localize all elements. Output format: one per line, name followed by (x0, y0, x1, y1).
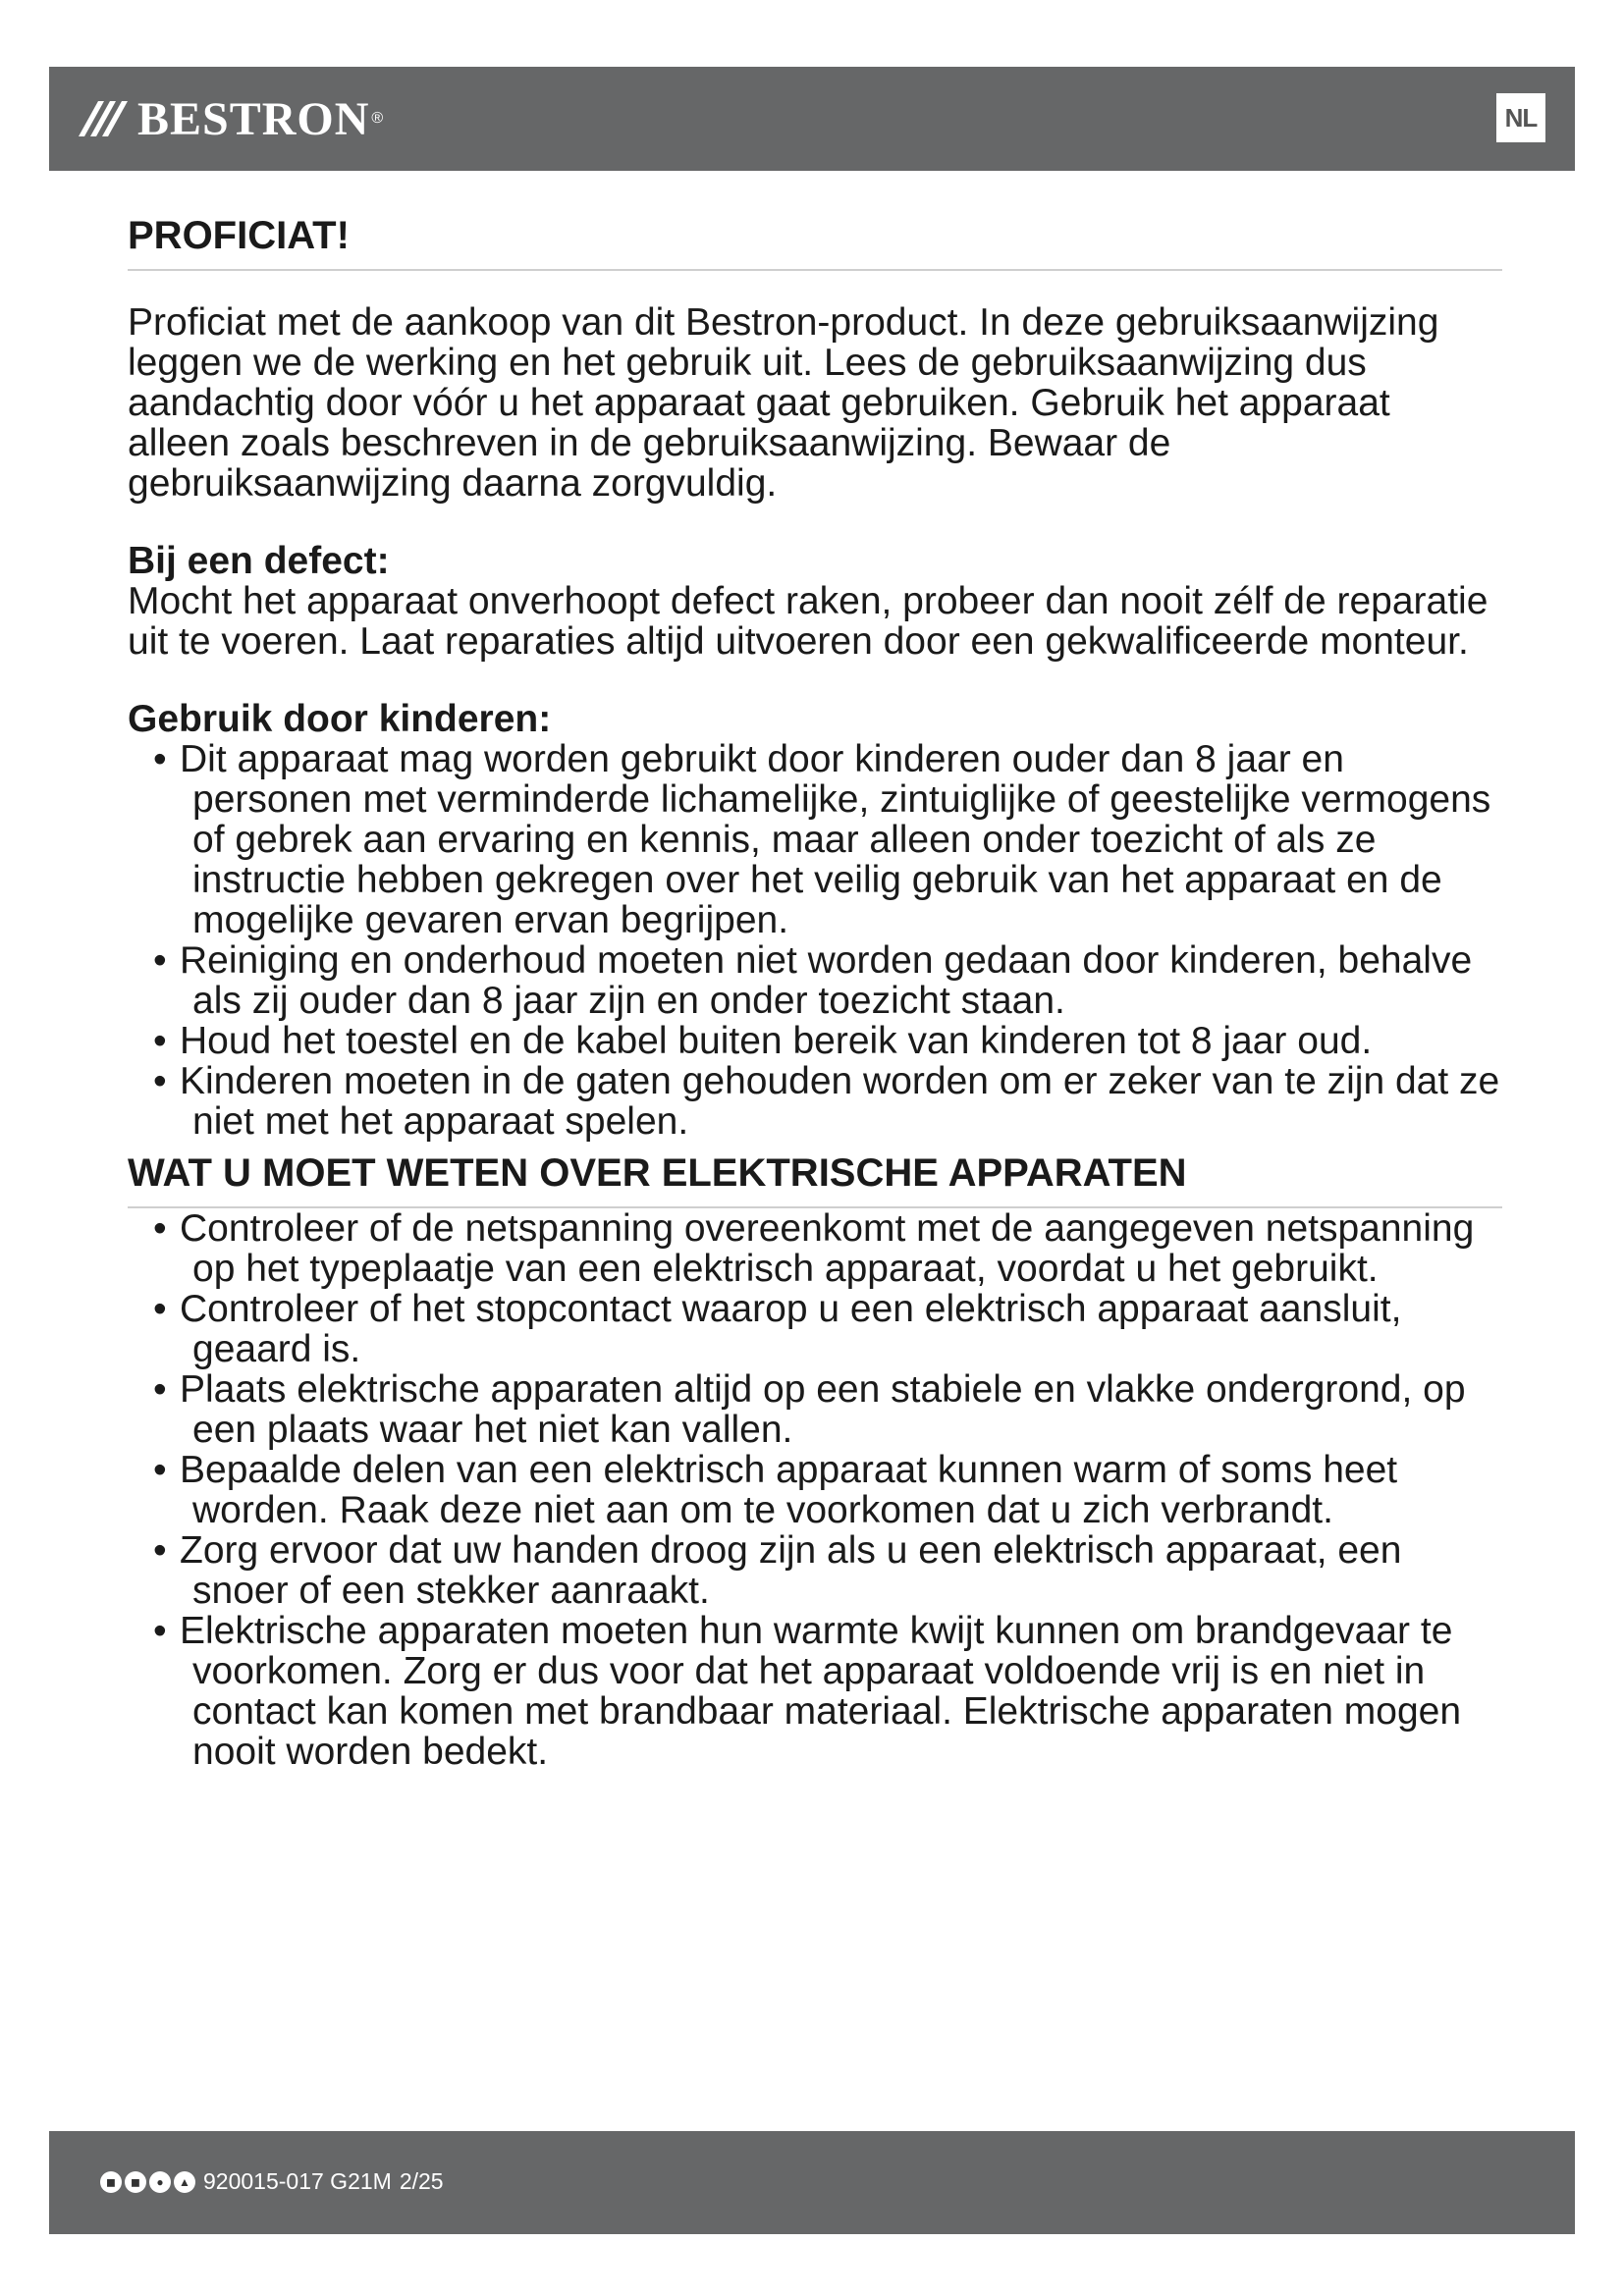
defect-paragraph: Mocht het apparaat onverhoopt defect raken, probeer dan nooit zélf de reparatie uit te voeren. Laat reparaties altijd uitvoeren door een gekwalificeerde monteur. (128, 580, 1489, 663)
registered-mark: ® (371, 110, 384, 127)
list-item: • Elektrische apparaten moeten hun warmte kwijt kunnen om brandgevaar te voorkomen. Zorg er dus voor dat het apparaat voldoende vrij is en niet in contact kan komen met brandbaar materiaal. Elektrische apparaten mogen nooit worden bedekt. (153, 1610, 1462, 1773)
list-item: • Dit apparaat mag worden gebruikt door kinderen ouder dan 8 jaar en personen met verminderde lichamelijke, zintuiglijke of geestelijke vermogens of gebrek aan ervaring en kennis, maar alleen onder toezicht of als ze instructie hebben gekregen over het veilig gebruik van het apparaat en de mogelijke gevaren ervan begrijpen. (153, 738, 1491, 941)
circle-icon: ◼ (125, 2171, 146, 2193)
product-code: 920015-017 G21M (203, 2168, 392, 2194)
list-item: • Controleer of de netspanning overeenkomt met de aangegeven netspanning op het typeplaatje van een elektrisch apparaat, voordat u het gebruikt. (153, 1207, 1475, 1290)
header-bar (49, 67, 1575, 171)
children-list (128, 739, 1502, 1142)
page-number: 2/25 (399, 2168, 444, 2194)
list-item: • Zorg ervoor dat uw handen droog zijn als u een elektrisch apparaat, een snoer of een stekker aanraakt. (153, 1529, 1402, 1612)
circle-icon: ▲ (174, 2171, 195, 2193)
footer-icons (100, 2171, 195, 2193)
bestron-logo (77, 88, 383, 149)
list-item: • Plaats elektrische apparaten altijd op een stabiele en vlakke ondergrond, op een plaats waar het niet kan vallen. (153, 1368, 1466, 1451)
footer-bar (49, 2131, 1575, 2234)
intro-paragraph: Proficiat met de aankoop van dit Bestron-product. In deze gebruiksaanwijzing leggen we de werking en het gebruik uit. Lees de gebruiksaanwijzing dus aandachtig door vóór u het apparaat gaat gebruiken. Gebruik het apparaat alleen zoals beschreven in de gebruiksaanwijzing. Bewaar de gebruiksaanwijzing daarna zorgvuldig. (128, 301, 1439, 505)
list-item: • Controleer of het stopcontact waarop u een elektrisch apparaat aansluit, geaard is. (153, 1288, 1402, 1370)
brand-name: BESTRON (137, 92, 370, 145)
list-item: • Bepaalde delen van een elektrisch apparaat kunnen warm of soms heet worden. Raak deze niet aan om te voorkomen dat u zich verbrandt. (153, 1449, 1398, 1531)
section-title-proficiat: PROFICIAT! (128, 204, 1502, 271)
list-item: • Houd het toestel en de kabel buiten bereik van kinderen tot 8 jaar oud. (153, 1020, 1373, 1062)
defect-heading: Bij een defect: (128, 540, 390, 582)
section-title-electrical: WAT U MOET WETEN OVER ELEKTRISCHE APPARATEN (128, 1142, 1502, 1208)
circle-icon: ◼ (100, 2171, 122, 2193)
list-item: • Reiniging en onderhoud moeten niet worden gedaan door kinderen, behalve als zij ouder dan 8 jaar zijn en onder toezicht staan. (153, 939, 1473, 1022)
footer-content (100, 2168, 452, 2195)
list-item: • Kinderen moeten in de gaten gehouden worden om er zeker van te zijn dat ze niet met het apparaat spelen. (153, 1060, 1500, 1143)
circle-icon: ● (149, 2171, 171, 2193)
chevron-logo-icon (77, 99, 132, 138)
page-content (128, 204, 1502, 1772)
children-heading: Gebruik door kinderen: (128, 698, 552, 740)
language-badge: NL (1496, 93, 1545, 142)
footer-text (203, 2168, 452, 2195)
electrical-list (128, 1208, 1502, 1772)
